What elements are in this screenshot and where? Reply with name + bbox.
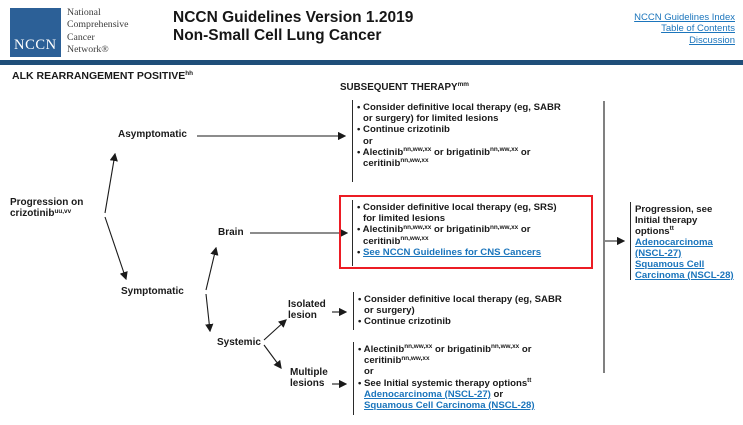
node-label-line: Multiple (290, 367, 328, 378)
highlight-box (339, 195, 593, 269)
guideline-link[interactable]: See NCCN Guidelines for CNS Cancers (363, 246, 542, 258)
guideline-link[interactable]: Carcinoma (NSCL-28) (635, 270, 734, 281)
section-title: ALK REARRANGEMENT $POSITIVE^{hh}$ (12, 70, 194, 82)
org-line: Cancer (67, 31, 95, 43)
text-segment: • Alectinib$^{nn,ww,xx}$ or brigatinib$^{nn,ww,xx}$ or (358, 343, 532, 355)
node-label-line: Progression on (10, 197, 84, 208)
connector-progression-to-symptomatic (105, 217, 126, 279)
therapy-text-line (358, 366, 606, 377)
guidelines-version-title: NCCN Guidelines Version 1.2019 (173, 9, 414, 26)
therapy-link-line (358, 400, 606, 411)
nav-link-discussion[interactable]: Discussion (689, 34, 735, 46)
text-segment: • Consider definitive local therapy (eg, SABR (357, 102, 561, 113)
therapy-text-line (357, 113, 607, 124)
guidelines-subject-title: Non-Small Cell Lung Cancer (173, 27, 382, 44)
text-segment: • Alectinib$^{nn,ww,xx}$ or brigatinib$^{nn,ww,xx}$ or (357, 223, 531, 236)
text-segment: • Consider definitive local therapy (eg, SRS) (357, 202, 557, 213)
progression-outcome-box (630, 202, 743, 280)
node-label-line: lesion (288, 310, 317, 322)
header-divider-rule (0, 60, 743, 65)
text-segment: ceritinib$^{nn,ww,xx}$ (364, 354, 430, 367)
guideline-link[interactable]: Squamous Cell Carcinoma (NSCL-28) (364, 400, 535, 412)
therapy-text-line (357, 124, 607, 135)
text-segment: • Consider definitive local therapy (eg, SABR (358, 294, 562, 305)
text-segment: ceritinib$^{nn,ww,xx}$ (363, 234, 429, 247)
text-segment: • Continue crizotinib (358, 316, 451, 328)
node-brain: Brain (218, 227, 244, 238)
therapy-link-line (635, 259, 743, 270)
text-segment: Progression, see (635, 204, 713, 215)
connector-systemic-to-multiple (264, 345, 281, 368)
connector-symptomatic-to-systemic (206, 294, 210, 331)
therapy-text-line (358, 294, 606, 305)
therapy-text-line (635, 215, 743, 226)
therapy-text-line (358, 344, 606, 355)
guideline-link[interactable]: Squamous Cell (635, 259, 705, 270)
org-line: Comprehensive (67, 19, 129, 31)
therapy-text-line (358, 305, 606, 316)
therapy-box-multiple-lesions (353, 342, 606, 415)
node-isolated-lesion (288, 299, 326, 322)
bullet: • (357, 246, 364, 258)
text-segment: or (490, 388, 504, 400)
therapy-text-line (635, 204, 743, 215)
text-segment: or surgery) (364, 305, 415, 317)
therapy-box-asymptomatic (352, 100, 607, 182)
connector-progression-to-asymptomatic (105, 154, 115, 213)
therapy-box-isolated-lesion (353, 292, 606, 330)
therapy-link-line (635, 270, 743, 281)
page-title (173, 9, 413, 45)
connector-symptomatic-to-brain (206, 248, 216, 290)
org-line: Network® (67, 44, 109, 56)
org-line: National (67, 7, 101, 18)
connector-systemic-to-isolated (264, 320, 286, 340)
therapy-text-line (358, 355, 606, 366)
text-segment: or surgery) for limited lesions (363, 113, 499, 125)
organization-name (67, 7, 129, 57)
node-label-line: crizotinib$^{uu,vv}$ (10, 207, 72, 220)
therapy-text-line (357, 147, 607, 158)
therapy-text-line (358, 316, 606, 327)
text-segment: or (364, 366, 374, 378)
therapy-text-line (358, 378, 606, 389)
header-nav (634, 12, 735, 46)
nav-link-table-of-contents[interactable]: Table of Contents (661, 23, 735, 35)
guideline-link[interactable]: Adenocarcinoma (635, 237, 713, 248)
therapy-text-line (635, 226, 743, 237)
text-segment: options$^{tt}$ (635, 225, 674, 237)
text-segment: • See Initial systemic therapy options$^{tt}$ (358, 376, 532, 389)
text-segment: • Continue crizotinib (357, 124, 450, 136)
therapy-link-line (635, 248, 743, 259)
therapy-link-line (635, 237, 743, 248)
node-progression-on-crizotinib (10, 197, 83, 220)
guideline-link[interactable]: Adenocarcinoma (NSCL-27) (364, 388, 491, 400)
therapy-link-line (358, 389, 606, 400)
nav-link-guidelines-index[interactable]: NCCN Guidelines Index (634, 12, 735, 23)
therapy-text-line (357, 102, 607, 113)
therapy-text-line (357, 136, 607, 147)
node-label-line: lesions (290, 378, 325, 390)
column-header-subsequent-therapy: SUBSEQUENT $THERAPY^{mm}$ (340, 81, 469, 93)
nccn-logo-acronym: NCCN (14, 37, 57, 53)
text-segment: ceritinib$^{nn,ww,xx}$ (363, 157, 429, 170)
text-segment: • Alectinib$^{nn,ww,xx}$ or brigatinib$^{nn,ww,xx}$ or (357, 146, 531, 158)
therapy-text-line (357, 158, 607, 169)
text-segment: or (363, 135, 373, 147)
text-segment: for limited lesions (363, 213, 446, 225)
guideline-link[interactable]: (NSCL-27) (635, 248, 682, 259)
text-segment: Initial therapy (635, 215, 698, 226)
node-systemic: Systemic (217, 337, 261, 348)
node-asymptomatic: Asymptomatic (118, 129, 187, 140)
nccn-logo (10, 8, 61, 57)
node-multiple-lesions (290, 367, 328, 390)
node-symptomatic: Symptomatic (121, 286, 184, 297)
node-label-line: Isolated (288, 299, 326, 310)
